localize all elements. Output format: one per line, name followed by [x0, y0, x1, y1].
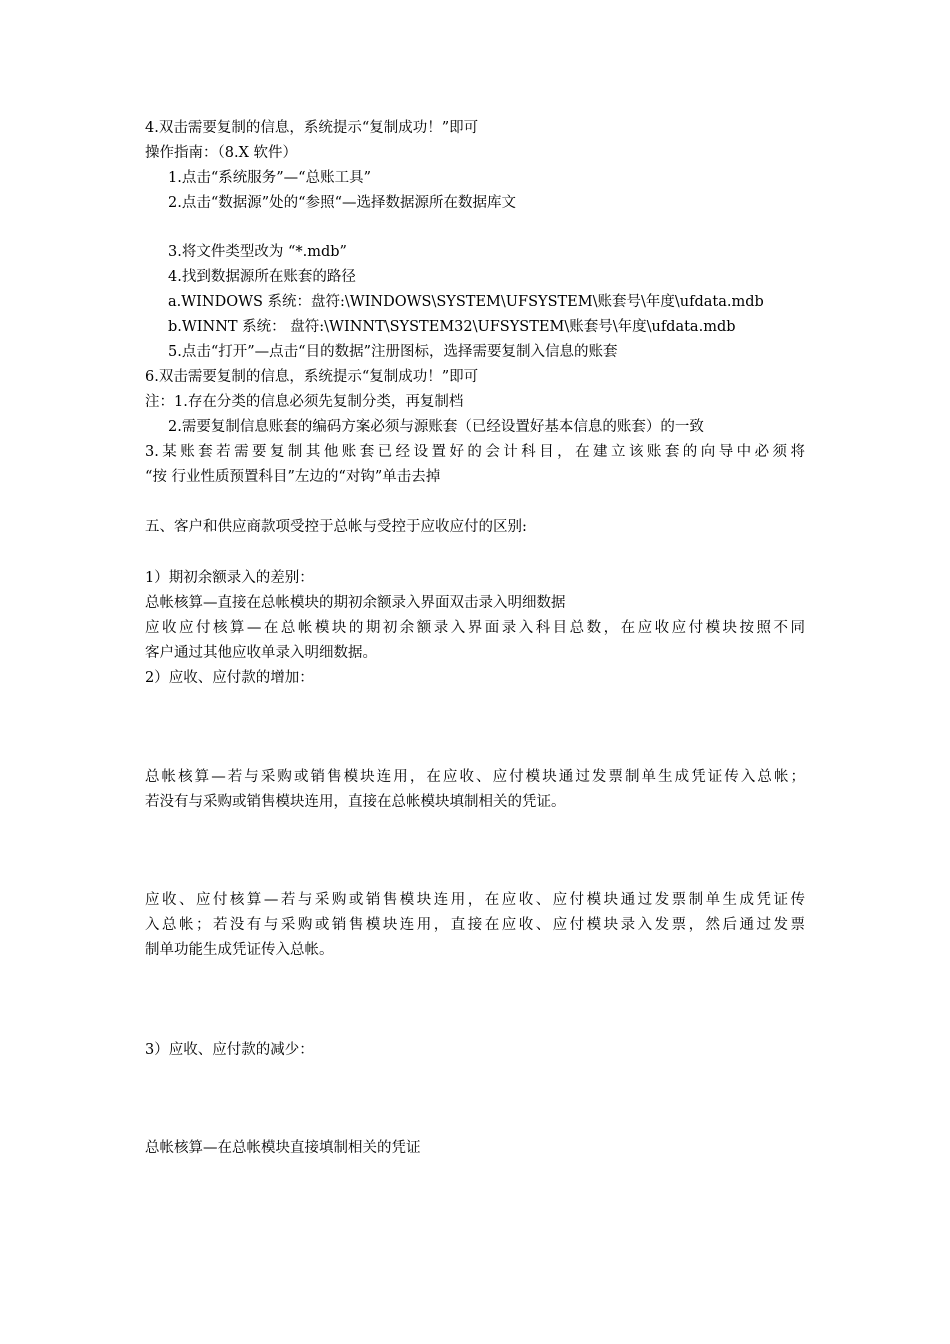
text-line-note1: 注：1.存在分类的信息必须先复制分类，再复制档 [145, 394, 464, 410]
subheading-increase: 2）应收、应付款的增加： [145, 670, 314, 686]
text-line-winnt-path: b.WINNT 系统： 盘符:\WINNT\SYSTEM32\UFSYSTEM\账套号\年度\ufdata.mdb [168, 319, 736, 335]
text-line-step2-data-source: 2.点击“数据源”处的“参照“—选择数据源所在数据库文 [168, 195, 516, 211]
subheading-decrease: 3）应收、应付款的减少： [145, 1042, 314, 1058]
text-line-ar-ap-increase-end: 制单功能生成凭证传入总帐。 [145, 942, 334, 958]
text-line-step3-file-type: 3.将文件类型改为 “*.mdb” [168, 244, 347, 260]
text-line-gl-opening: 总帐核算—直接在总帐模块的期初余额录入界面双击录入明细数据 [145, 595, 566, 611]
text-line-windows-path: a.WINDOWS 系统：盘符:\WINDOWS\SYSTEM\UFSYSTEM\账套号\年度\ufdata.mdb [168, 294, 764, 310]
text-line-gl-increase-continued: 若没有与采购或销售模块连用，直接在总帐模块填制相关的凭证。 [145, 794, 566, 810]
text-line-gl-increase: 总帐核算—若与采购或销售模块连用，在应收、应付模块通过发票制单生成凭证传入总帐； [145, 769, 805, 785]
text-line-guide-heading: 操作指南：（8.X 软件） [145, 145, 298, 161]
text-line-step4-find-path: 4.找到数据源所在账套的路径 [168, 269, 356, 285]
text-line-note2: 2.需要复制信息账套的编码方案必须与源账套（已经设置好基本信息的账套）的一致 [168, 419, 704, 435]
text-line-ar-ap-increase: 应收、应付核算—若与采购或销售模块连用，在应收、应付模块通过发票制单生成凭证传 [145, 892, 805, 908]
text-line-step1-system-service: 1.点击“系统服务”—“总账工具” [168, 170, 371, 186]
text-line-ar-ap-increase-continued: 入总帐；若没有与采购或销售模块连用，直接在应收、应付模块录入发票，然后通过发票 [145, 917, 805, 933]
subheading-opening-balance: 1）期初余额录入的差别： [145, 570, 314, 586]
text-line-ar-ap-opening-continued: 客户通过其他应收单录入明细数据。 [145, 645, 377, 661]
text-line-note3-continued: “按 行业性质预置科目”左边的“对钩”单击去掉 [145, 469, 441, 485]
text-line-step5-open: 5.点击“打开”—点击“目的数据”注册图标，选择需要复制入信息的账套 [168, 344, 618, 360]
text-line-step6-copy-success: 6.双击需要复制的信息，系统提示“复制成功！”即可 [145, 369, 479, 385]
text-line-ar-ap-opening: 应收应付核算—在总帐模块的期初余额录入界面录入科目总数，在应收应付模块按照不同 [145, 620, 805, 636]
section-heading-5: 五、客户和供应商款项受控于总帐与受控于应收应付的区别: [145, 519, 527, 535]
text-line-gl-decrease: 总帐核算—在总帐模块直接填制相关的凭证 [145, 1140, 421, 1156]
text-line-copy-success-step4: 4.双击需要复制的信息，系统提示“复制成功！”即可 [145, 120, 479, 136]
text-line-note3: 3.某账套若需要复制其他账套已经设置好的会计科目，在建立该账套的向导中必须将 [145, 444, 805, 460]
